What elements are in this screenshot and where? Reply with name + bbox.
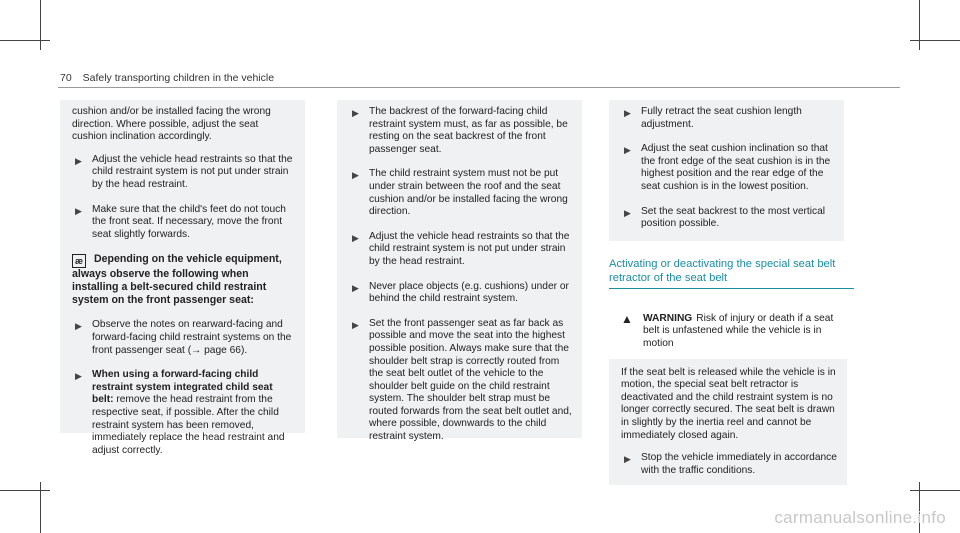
bullet-arrow-icon: ▶ (352, 170, 359, 181)
crop-mark (40, 0, 41, 50)
bullet-arrow-icon: ▶ (352, 319, 359, 330)
list-item-text: Fully retract the seat cushion length adjustment. (641, 106, 802, 130)
warning-box (609, 303, 847, 486)
crop-mark (910, 490, 960, 491)
list-item (621, 206, 834, 231)
list-item (72, 154, 295, 192)
bullet-arrow-icon: ▶ (624, 108, 631, 118)
subheading-text: Depending on the vehicle equipment, always observe the following when installing a belt-secured child restraint system on the front passenger seat: (72, 253, 282, 307)
list-item-text: remove the head restraint from the respective seat, if possible. After the child restraint system has been removed, immediately replace the head restraint and adjust correctly. (92, 394, 285, 456)
list-item-text: Set the front passenger seat as far back as possible and move the seat into the highest possible position. Always make sure that the shoulder belt strap is correctly routed from the seat belt outlet of the vehicle to the shoulder belt guide on the child restraint system. The shoulder belt strap must be routed forwards from the seat belt outlet and, where possible, downwards to the child restraint system. (369, 317, 572, 443)
warning-triangle-icon: ▲ (621, 311, 633, 326)
list-item (72, 369, 295, 457)
list-item (621, 143, 834, 193)
watermark: carmanualsonline.info (774, 508, 946, 527)
bullet-arrow-icon: ▶ (352, 282, 359, 293)
crop-mark (0, 490, 50, 491)
list-item (349, 106, 572, 156)
page-header (60, 72, 274, 84)
list-item (621, 452, 839, 477)
page-title: Safely transporting children in the vehicle (82, 72, 275, 84)
crop-mark (0, 40, 50, 41)
list-item-text: Adjust the vehicle head restraints so that the child restraint system is not put under strain by the head restraint. (369, 230, 570, 267)
bullet-arrow-icon: ▶ (75, 205, 82, 216)
list-item (72, 204, 295, 242)
warning-header (609, 303, 847, 359)
section-title: Activating or deactivating the special seat belt retractor of the seat belt (609, 257, 854, 289)
list-item (349, 281, 572, 306)
list-item (72, 319, 295, 357)
warning-body-text: If the seat belt is released while the vehicle is in motion, the special seat belt retractor is deactivated and the child restraint system is no longer correctly secured. The seat belt is drawn in slightly by the inertia reel and cannot be immediately closed again. (621, 366, 836, 441)
list-item-text: Adjust the vehicle head restraints so that the child restraint system is not put under strain by the head restraint. (92, 153, 293, 190)
list-item-text: Set the seat backrest to the most vertical position possible. (641, 205, 826, 230)
list-item-bold: When using a forward-facing child restraint system integrated child seat belt: (92, 369, 273, 406)
list-item (349, 318, 572, 444)
bullet-arrow-icon: ▶ (624, 454, 631, 465)
list-item-text: The child restraint system must not be put under strain between the roof and the seat cushion and/or be installed facing the wrong direction. (369, 168, 568, 218)
list-item-text: Never place objects (e.g. cushions) under or behind the child restraint system. (369, 280, 569, 305)
header-rule (58, 87, 900, 88)
column-3 (609, 100, 844, 485)
bullet-arrow-icon: ▶ (75, 321, 82, 332)
crop-mark (40, 482, 41, 533)
intro-text: cushion and/or be installed facing the wrong direction. Where possible, adjust the seat cushion inclination accordingly. (72, 106, 271, 143)
bullet-arrow-icon: ▶ (352, 232, 359, 243)
equipment-icon: æ (72, 254, 86, 268)
warning-label: WARNING (643, 312, 693, 324)
list-item-text: The backrest of the forward-facing child restraint system must, as far as possible, be resting on the seat backrest of the front passenger seat. (369, 106, 568, 155)
list-item (621, 106, 834, 131)
bullet-arrow-icon: ▶ (352, 108, 359, 118)
list-item-text: Make sure that the child's feet do not touch the front seat. If necessary, move the front seat slightly forwards. (92, 203, 286, 240)
crop-mark (910, 40, 960, 41)
bullet-arrow-icon: ▶ (75, 155, 82, 166)
list-item (349, 168, 572, 218)
subheading (72, 253, 295, 307)
bullet-arrow-icon: ▶ (75, 371, 82, 382)
crop-mark (919, 0, 920, 50)
steps-block (609, 100, 844, 241)
list-item-text: Adjust the seat cushion inclination so that the front edge of the seat cushion is in the highest position and the rear edge of the seat cushion is in the lowest position. (641, 143, 831, 192)
list-item-text: Observe the notes on rearward-facing and forward-facing child restraint systems on the front passenger seat (→ page 66). (92, 319, 292, 356)
list-item (349, 231, 572, 269)
bullet-arrow-icon: ▶ (624, 145, 631, 156)
warning-text: Risk of injury or death if a seat belt is unfastened while the vehicle is in motion (643, 312, 834, 349)
column-2 (337, 100, 582, 443)
list-item-text: Stop the vehicle immediately in accordance with the traffic conditions. (641, 452, 837, 476)
bullet-arrow-icon: ▶ (624, 207, 631, 218)
column-1 (60, 100, 305, 456)
warning-body (609, 359, 847, 486)
page-number: 70 (60, 72, 72, 84)
